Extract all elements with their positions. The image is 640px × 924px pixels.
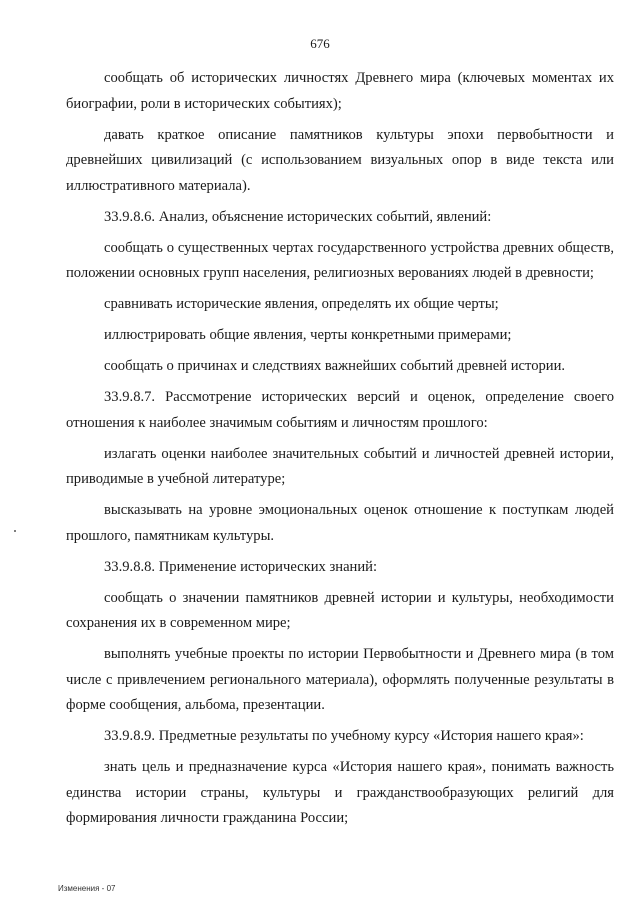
paragraph: сообщать о причинах и следствиях важнейших событий древней истории.: [104, 358, 566, 374]
paragraph: сообщать о значении памятников древней истории и культуры, необходимости сохранения их в современном мире;: [66, 589, 614, 631]
section-heading: 33.9.8.7. Рассмотрение исторических версий и оценок, определение своего отношения к наиболее значимым событиям и личностям прошлого:: [66, 389, 614, 431]
scan-speck: [14, 530, 16, 532]
paragraph: сообщать о существенных чертах государственного устройства древних обществ, положении основных групп населения, религиозных верованиях людей в древности;: [66, 239, 614, 281]
paragraph: излагать оценки наиболее значительных событий и личностей древней истории, приводимые в учебной литературе;: [66, 445, 614, 487]
paragraph: давать краткое описание памятников культуры эпохи первобытности и древнейших цивилизаций (с использованием визуальных опор в виде текста или иллюстративного материала).: [66, 126, 614, 194]
paragraph: знать цель и предназначение курса «История нашего края», понимать важность единства истории страны, культуры и гражданствообразующих религий для формирования личности гражданина России;: [66, 759, 614, 826]
footer-revision-note: Изменения - 07: [58, 884, 116, 893]
paragraph: сообщать об исторических личностях Древнего мира (ключевых моментах их биографии, роли в исторических событиях);: [66, 70, 614, 112]
document-body: [66, 66, 614, 832]
paragraph: выполнять учебные проекты по истории Первобытности и Древнего мира (в том числе с привлечением регионального материала), оформлять полученные результаты в форме сообщения, альбома, презентации.: [66, 646, 614, 713]
section-heading: 33.9.8.8. Применение исторических знаний:: [104, 558, 378, 575]
section-heading: 33.9.8.9. Предметные результаты по учебному курсу «История нашего края»:: [104, 728, 584, 744]
paragraph: высказывать на уровне эмоциональных оценок отношение к поступкам людей прошлого, памятникам культуры.: [66, 502, 614, 544]
section-heading: 33.9.8.6. Анализ, объяснение исторических событий, явлений:: [104, 208, 492, 225]
paragraph: сравнивать исторические явления, определять их общие черты;: [104, 296, 499, 312]
page-number: 676: [310, 36, 330, 51]
paragraph: иллюстрировать общие явления, черты конкретными примерами;: [104, 327, 512, 343]
